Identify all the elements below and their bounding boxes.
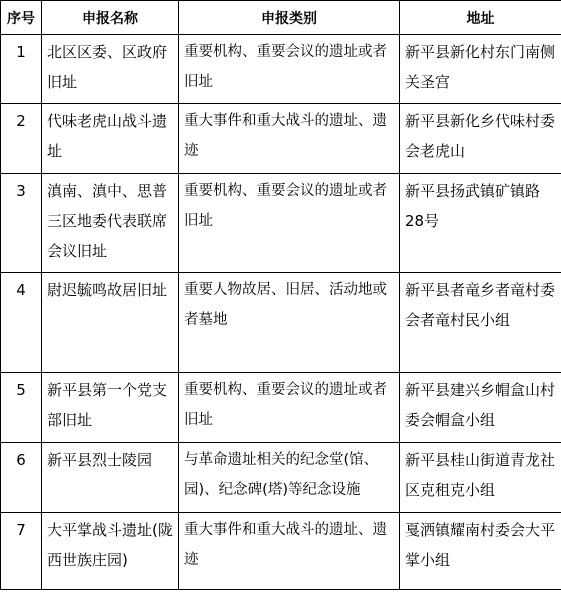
address-cell: 新平县者竜乡者竜村委会者竜村民小组 (400, 273, 561, 373)
type-cell: 重要机构、重要会议的遗址或者旧址 (179, 174, 400, 273)
table-row (1, 104, 561, 174)
name-cell: 北区区委、区政府旧址 (42, 35, 179, 104)
table-row (1, 273, 561, 373)
address-cell: 新平县新化村东门南侧关圣宫 (400, 35, 561, 104)
type-cell: 重要人物故居、旧居、活动地或者墓地 (179, 273, 400, 373)
name-cell: 新平县第一个党支部旧址 (42, 373, 179, 443)
seq-cell: 7 (1, 513, 42, 590)
table-row (1, 35, 561, 104)
header-name: 申报名称 (42, 1, 179, 35)
table-row (1, 373, 561, 443)
seq-cell: 2 (1, 104, 42, 174)
seq-cell: 6 (1, 443, 42, 513)
name-cell: 大平掌战斗遗址(陇西世族庄园) (42, 513, 179, 590)
header-type: 申报类别 (179, 1, 400, 35)
header-address: 地址 (400, 1, 561, 35)
address-cell: 新平县扬武镇矿镇路28号 (400, 174, 561, 273)
type-cell: 重大事件和重大战斗的遗址、遗迹 (179, 513, 400, 590)
type-cell: 重大事件和重大战斗的遗址、遗迹 (179, 104, 400, 174)
name-cell: 新平县烈士陵园 (42, 443, 179, 513)
name-cell: 代味老虎山战斗遗址 (42, 104, 179, 174)
address-cell: 新平县建兴乡帽盒山村委会帽盒小组 (400, 373, 561, 443)
type-cell: 重要机构、重要会议的遗址或者旧址 (179, 373, 400, 443)
address-cell: 新平县新化乡代味村委会老虎山 (400, 104, 561, 174)
type-cell: 与革命遗址相关的纪念堂(馆、园)、纪念碑(塔)等纪念设施 (179, 443, 400, 513)
table-row (1, 174, 561, 273)
type-cell: 重要机构、重要会议的遗址或者旧址 (179, 35, 400, 104)
table-row (1, 443, 561, 513)
seq-cell: 3 (1, 174, 42, 273)
name-cell: 滇南、滇中、思普三区地委代表联席会议旧址 (42, 174, 179, 273)
header-seq: 序号 (1, 1, 42, 35)
table-row (1, 513, 561, 590)
seq-cell: 5 (1, 373, 42, 443)
address-cell: 新平县桂山街道青龙社区克租克小组 (400, 443, 561, 513)
name-cell: 尉迟毓鸣故居旧址 (42, 273, 179, 373)
header-row (1, 1, 561, 35)
address-cell: 戛洒镇耀南村委会大平掌小组 (400, 513, 561, 590)
seq-cell: 1 (1, 35, 42, 104)
seq-cell: 4 (1, 273, 42, 373)
